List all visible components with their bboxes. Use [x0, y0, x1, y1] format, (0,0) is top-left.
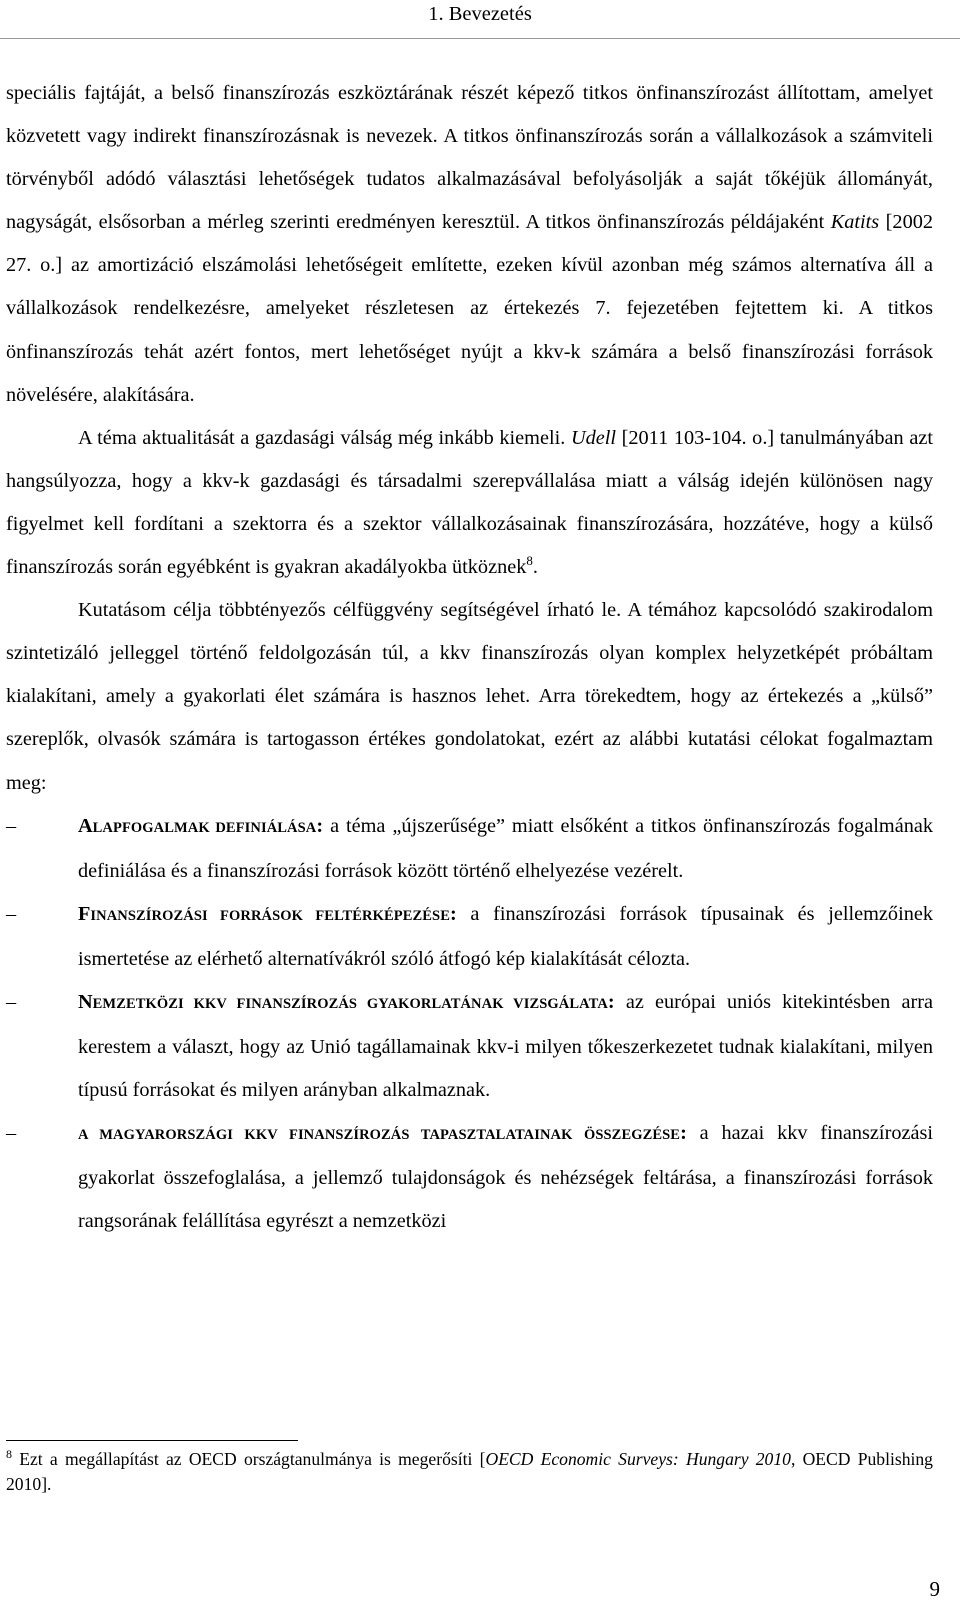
paragraph-1-tail: [2002 27. o.] az amortizáció elszámolási lehetőségeit említette, ezeken kívül azonban még számos alternatíva áll a vállalkozások rendelkezésre, amelyeket részletesen az értekezés 7. fejezetében fejtettem ki. A titkos önfinanszírozás tehát azért fontos, mert lehetőséget nyújt a kkv-k számára a belső finanszírozási források növelésére, alakítására.: [6, 211, 933, 406]
list-item: [6, 1112, 933, 1243]
footnote-ref-8[interactable]: 8: [526, 553, 533, 569]
goal-heading-colon: :: [316, 814, 324, 837]
research-goals-list: [6, 805, 933, 1244]
footnote-8: [6, 1447, 933, 1497]
goal-text: a téma „újszerűsége” miatt elsőként a titkos önfinanszírozás fogalmának definiálása és a finanszírozási források között történő elhelyezése vezérelt.: [78, 814, 933, 882]
list-item: [6, 893, 933, 981]
page-body: [6, 72, 933, 1244]
list-dash: –: [6, 990, 17, 1013]
paragraph-1: [6, 72, 933, 417]
goal-heading-colon: :: [450, 902, 457, 925]
footnote-source: OECD Economic Surveys: Hungary 2010: [485, 1449, 791, 1469]
goal-heading-initial: F: [78, 902, 91, 925]
list-item: [6, 981, 933, 1112]
list-item: [6, 805, 933, 893]
running-header: [0, 0, 960, 39]
goal-heading-initial: N: [78, 990, 93, 1013]
footnote-text: Ezt a megállapítást az OECD országtanulmánya is megerősíti [: [12, 1449, 486, 1469]
goal-text: a hazai kkv finanszírozási gyakorlat összefoglalása, a jellemző tulajdonságok és nehézségek feltárása, a finanszírozási források rangsorának felállítása egyrészt a nemzetközi: [78, 1122, 933, 1233]
paragraph-3: [6, 589, 933, 804]
list-dash: –: [6, 902, 17, 925]
paragraph-2: [6, 417, 933, 589]
goal-heading: LAPFOGALMAK DEFINIÁLÁSA: [92, 819, 317, 836]
footnote-tail: , OECD Publishing 2010].: [6, 1449, 933, 1494]
goal-heading-colon: :: [607, 990, 615, 1013]
goal-heading: EMZETKÖZI KKV FINANSZÍROZÁS GYAKORLATÁNAK VIZSGÁLATA: [92, 995, 608, 1012]
citation-author-katits: Katits: [830, 211, 880, 234]
goal-heading: A MAGYARORSZÁGI KKV FINANSZÍROZÁS TAPASZTALATAINAK ÖSSZEGZÉSE: [78, 1127, 681, 1144]
page-number: 9: [929, 1577, 940, 1601]
paragraph-3-text: Kutatásom célja többtényezős célfüggvény segítségével írható le. A témához kapcsolódó szakirodalom szintetizáló jelleggel történő feldolgozásán túl, a kkv finanszírozás olyan komplex helyzetképét próbáltam kialakítani, amely a gyakorlati élet számára is hasznos lehet. Arra törekedtem, hogy az értekezés a „külső” szereplők, olvasók számára is tartogasson értékes gondolatokat, ezért az alábbi kutatási célokat fogalmaztam meg:: [6, 599, 933, 794]
footnote-number: 8: [6, 1447, 12, 1461]
paragraph-2-text: A téma aktualitását a gazdasági válság még inkább kiemeli.: [78, 426, 571, 449]
paragraph-1-text: speciális fajtáját, a belső finanszírozás eszköztárának részét képező titkos önfinanszírozást állítottam, amelyet közvetett vagy indirekt finanszírozásnak is nevezek. A titkos önfinanszírozás során a vállalkozások a számviteli törvényből adódó választási lehetőségek tudatos alkalmazásával befolyásolják a saját tőkéjük állományát, nagyságát, elsősorban a mérleg szerinti eredményen keresztül. A titkos önfinanszírozás példájaként: [6, 82, 933, 234]
paragraph-2-end: .: [532, 556, 538, 579]
chapter-title: 1. Bevezetés: [428, 3, 532, 25]
goal-heading-initial: A: [78, 814, 93, 837]
goal-heading: INANSZÍROZÁSI FORRÁSOK FELTÉRKÉPEZÉSE: [90, 907, 450, 924]
list-dash: –: [6, 814, 17, 837]
goal-heading-colon: :: [680, 1122, 687, 1145]
goal-text: az európai uniós kitekintésben arra kerestem a választ, hogy az Unió tagállamainak kkv-i milyen tőkeszerkezetet tudnak kialakítani, milyen típusú forrásokat és milyen arányban alkalmaznak.: [78, 990, 933, 1102]
goal-text: a finanszírozási források típusainak és jellemzőinek ismertetése az elérhető alternatívákról szóló átfogó kép kialakítását célozta.: [78, 902, 933, 970]
list-dash: –: [6, 1122, 17, 1145]
citation-author-udell: Udell: [570, 426, 616, 449]
footnote-separator: [6, 1440, 298, 1441]
paragraph-2-tail: [2011 103-104. o.] tanulmányában azt hangsúlyozza, hogy a kkv-k gazdasági és társadalmi szerepvállalása miatt a válság idején különösen nagy figyelmet kell fordítani a szektorra és a szektor vállalkozásainak finanszírozására, hozzátéve, hogy a külső finanszírozás során egyébként is gyakran akadályokba ütköznek: [6, 426, 933, 579]
